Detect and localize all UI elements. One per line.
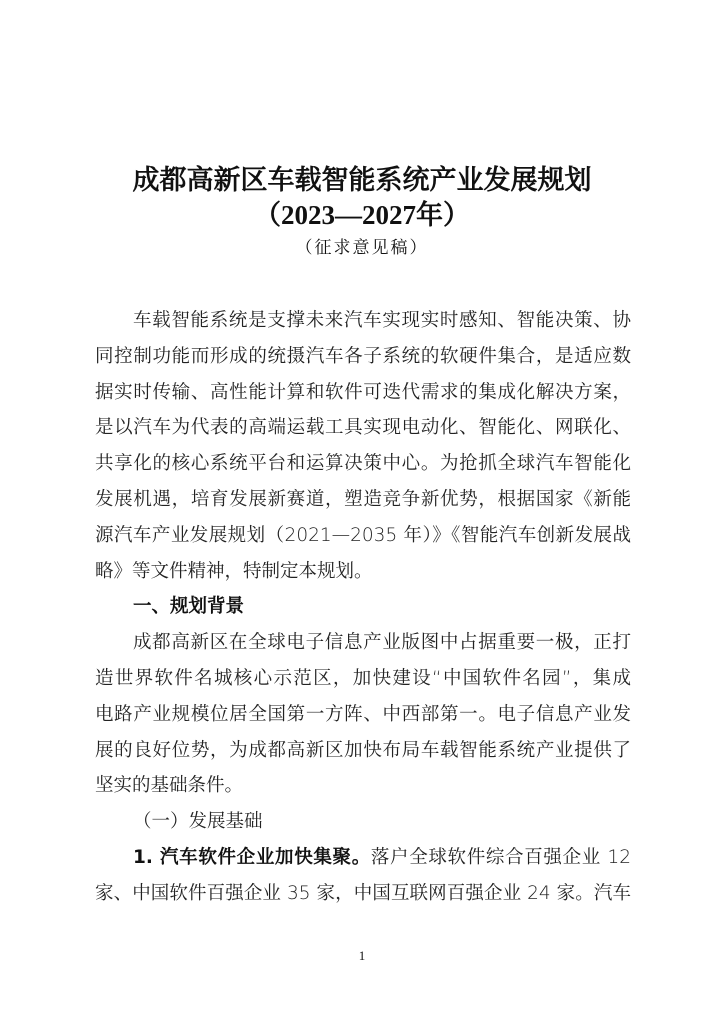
line-text: 是以汽车为代表的高端运载工具实现电动化、智能化、网联化、 [95,417,631,439]
line-text: 据实时传输、高性能计算和软件可迭代需求的集成化解决方案， [95,381,631,403]
section-heading [95,589,631,625]
text-line [95,661,631,697]
line-text: 一、规划背景 [133,596,245,618]
text-line [95,482,631,518]
document-body [95,303,631,912]
text-line [95,410,631,446]
line-text: 成都高新区在全球电子信息产业版图中占据重要一极，正打 [133,632,631,654]
line-text: 共享化的核心系统平台和运算决策中心。为抢抓全球汽车智能化 [95,453,631,475]
line-text: 车载智能系统是支撑未来汽车实现实时感知、智能决策、协 [133,310,631,331]
line-text: 电路产业规模位居全国第一方阵、中西部第一。电子信息产业发 [95,703,631,725]
document-title: 成都高新区车载智能系统产业发展规划 [132,165,592,196]
bold-lead-text: 1. 汽车软件企业加快集聚。 [133,846,371,868]
line-text: 落户全球软件综合百强企业 12 [370,846,631,868]
line-text: 源汽车产业发展规划（2021—2035 年）》《智能汽车创新发展战 [95,524,631,546]
line-text: 展的良好位势，为成都高新区加快布局车载智能系统产业提供了 [95,739,631,761]
line-text: （一）发展基础 [133,811,263,833]
text-line [95,303,631,339]
text-line [95,804,631,840]
line-text: 同控制功能而形成的统摄汽车各子系统的软硬件集合，是适应数 [95,345,631,367]
text-line [95,840,631,876]
line-text: 发展机遇，培育发展新赛道，塑造竞争新优势，根据国家《新能 [95,488,631,510]
text-line [95,446,631,482]
text-line [95,375,631,411]
line-text: 造世界软件名城核心示范区，加快建设“中国软件名园”，集成 [95,667,631,689]
text-line [95,625,631,661]
text-line [95,733,631,769]
document-years: （2023—2027年） [254,200,470,230]
line-text: 坚实的基础条件。 [95,775,244,797]
text-line [95,697,631,733]
text-line [95,339,631,375]
text-line [95,518,631,554]
text-line [95,768,631,804]
line-text: 略》等文件精神，特制定本规划。 [95,560,373,582]
line-text: 家、中国软件百强企业 35 家，中国互联网百强企业 24 家。汽车 [95,882,631,904]
draft-label: （征求意见稿） [295,238,429,258]
page-number: 1 [358,948,366,963]
text-line [95,554,631,590]
text-line [95,876,631,912]
